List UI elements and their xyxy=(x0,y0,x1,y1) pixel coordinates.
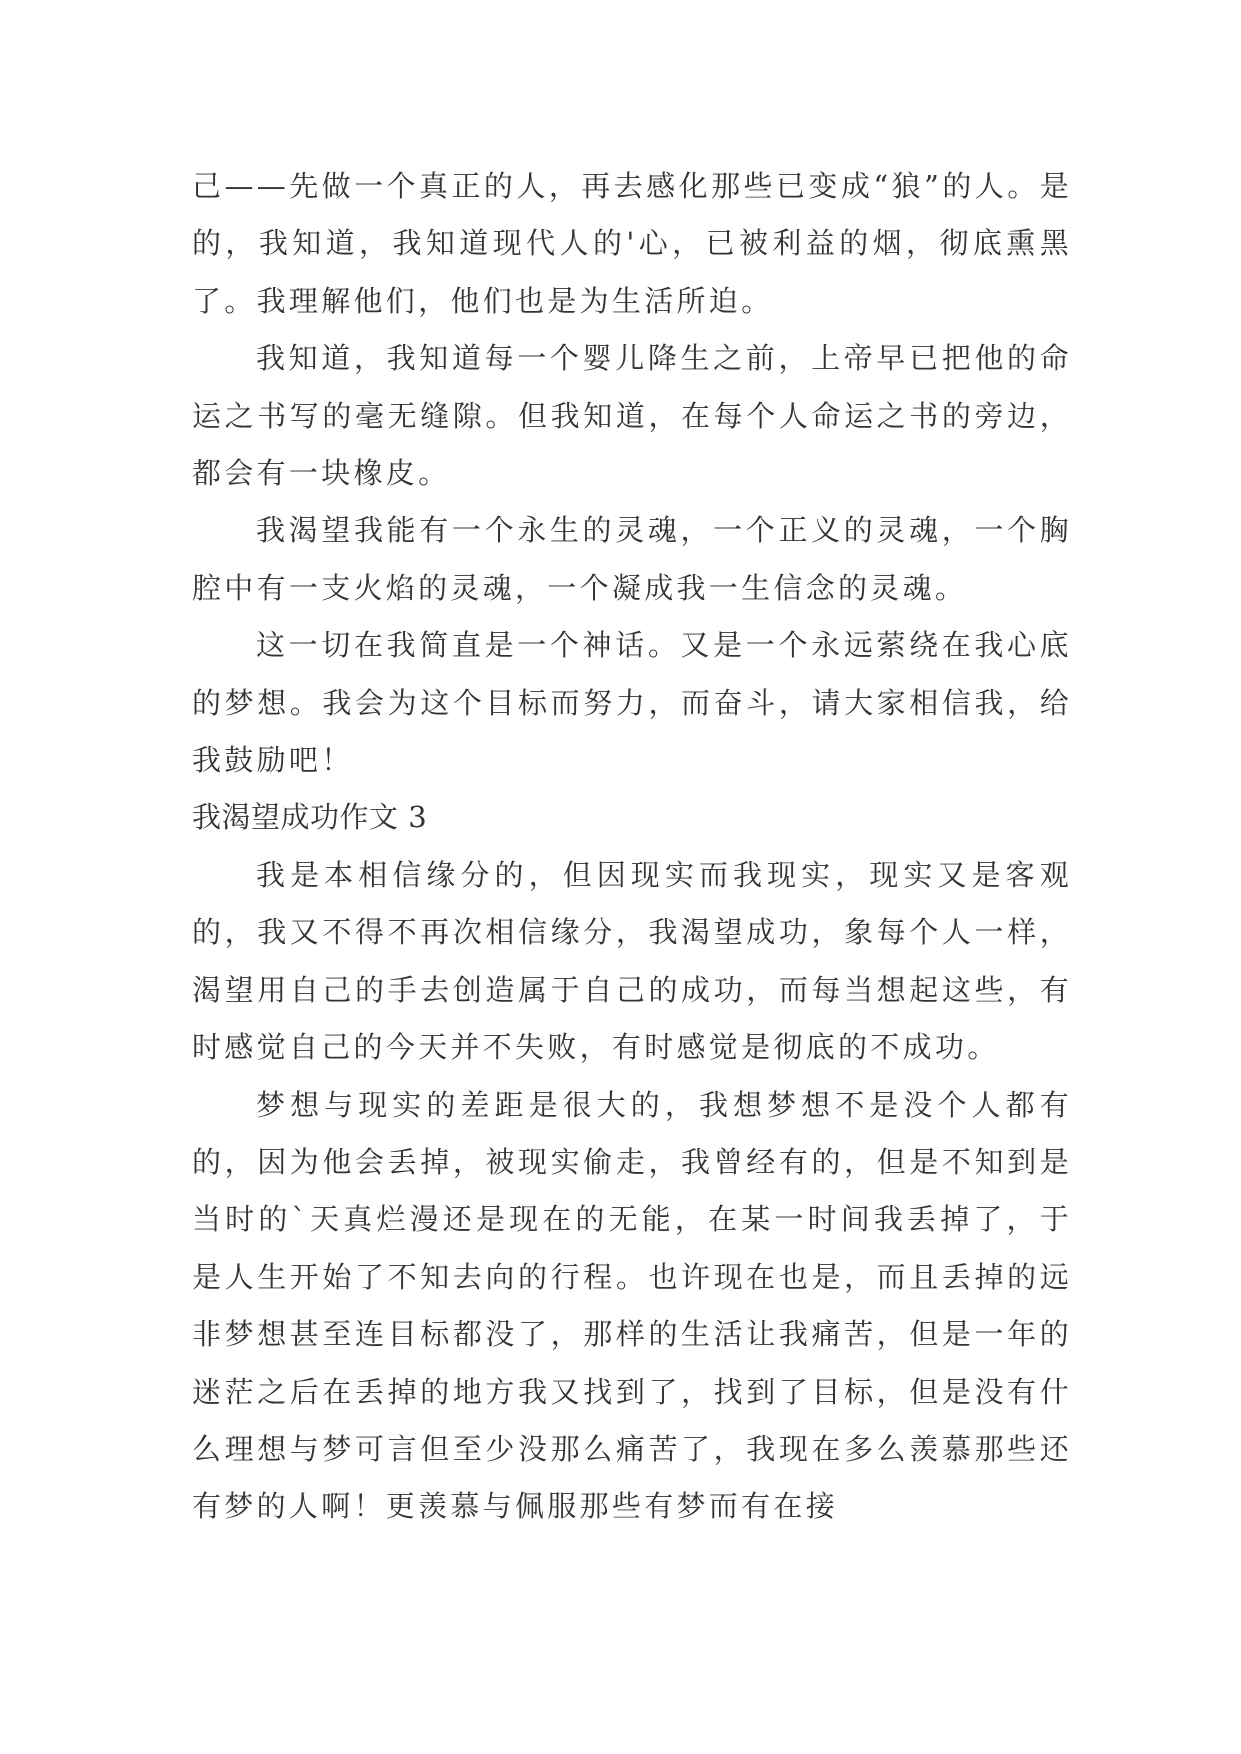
document-body xyxy=(192,158,1072,1536)
paragraph-3: 我渴望我能有一个永生的灵魂，一个正义的灵魂，一个胸腔中有一支火焰的灵魂，一个凝成我一生信念的灵魂。 xyxy=(192,513,1072,605)
section-heading: 我渴望成功作文 3 xyxy=(192,800,428,835)
paragraph-2: 我知道，我知道每一个婴儿降生之前，上帝早已把他的命运之书写的毫无缝隙。但我知道，在每个人命运之书的旁边，都会有一块橡皮。 xyxy=(192,341,1072,491)
paragraph-4: 这一切在我简直是一个神话。又是一个永远萦绕在我心底的梦想。我会为这个目标而努力，而奋斗，请大家相信我，给我鼓励吧！ xyxy=(192,628,1072,778)
paragraph-5: 我是本相信缘分的，但因现实而我现实，现实又是客观的，我又不得不再次相信缘分，我渴望成功，象每个人一样，渴望用自己的手去创造属于自己的成功，而每当想起这些，有时感觉自己的今天并不失败，有时感觉是彻底的不成功。 xyxy=(192,857,1072,1065)
paragraph-1: 己——先做一个真正的人，再去感化那些已变成“狼”的人。是的，我知道，我知道现代人的'心，已被利益的烟，彻底熏黑了。我理解他们，他们也是为生活所迫。 xyxy=(192,169,1072,318)
paragraph-6: 梦想与现实的差距是很大的，我想梦想不是没个人都有的，因为他会丢掉，被现实偷走，我曾经有的，但是不知到是当时的`天真烂漫还是现在的无能，在某一时间我丢掉了，于是人生开始了不知去向的行程。也许现在也是，而且丢掉的远非梦想甚至连目标都没了，那样的生活让我痛苦，但是一年的迷茫之后在丢掉的地方我又找到了，找到了目标，但是没有什么理想与梦可言但至少没那么痛苦了，我现在多么羡慕那些还有梦的人啊！更羡慕与佩服那些有梦而有在接 xyxy=(192,1087,1072,1524)
